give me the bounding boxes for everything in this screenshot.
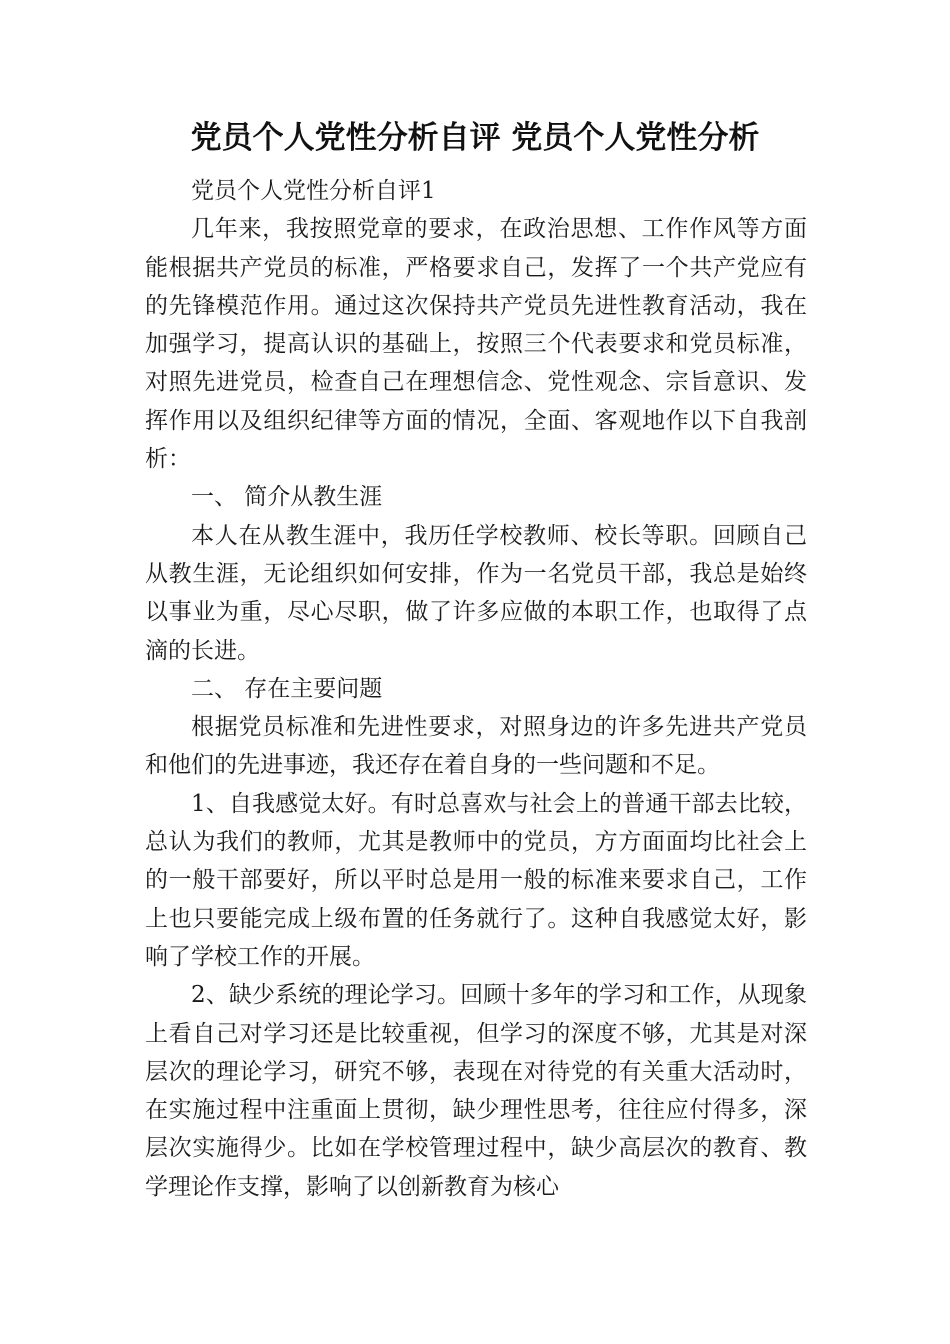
paragraph-problem-2: 2、缺少系统的理论学习。回顾十多年的学习和工作，从现象上看自己对学习还是比较重视，但学习的深度不够，尤其是对深层次的理论学习，研究不够，表现在对待党的有关重大活动时，在实施过程中注重面上贯彻，缺少理性思考，往往应付得多，深层次实施得少。比如在学校管理过程中，缺少高层次的教育、教学理论作支撑，影响了以创新教育为核心 (145, 982, 807, 1200)
paragraph-intro: 几年来，我按照党章的要求，在政治思想、工作作风等方面能根据共产党员的标准，严格要求自己，发挥了一个共产党应有的先锋模范作用。通过这次保持共产党员先进性教育活动，我在加强学习，提高认识的基础上，按照三个代表要求和党员标准，对照先进党员，检查自己在理想信念、党性观念、宗旨意识、发挥作用以及组织纪律等方面的情况，全面、客观地作以下自我剖析： (145, 216, 807, 473)
document-body (145, 172, 807, 1206)
paragraph-problems-intro: 根据党员标准和先进性要求，对照身边的许多先进共产党员和他们的先进事迹，我还存在着自身的一些问题和不足。 (145, 714, 807, 779)
section-heading-career: 一、 简介从教生涯 (191, 484, 383, 511)
document-title: 党员个人党性分析自评 党员个人党性分析 (190, 120, 760, 156)
paragraph-problem-1: 1、自我感觉太好。有时总喜欢与社会上的普通干部去比较，总认为我们的教师，尤其是教师中的党员，方方面面均比社会上的一般干部要好，所以平时总是用一般的标准来要求自己，工作上也只要能完成上级布置的任务就行了。这种自我感觉太好，影响了学校工作的开展。 (145, 790, 807, 970)
paragraph-career: 本人在从教生涯中，我历任学校教师、校长等职。回顾自己从教生涯，无论组织如何安排，作为一名党员干部，我总是始终以事业为重，尽心尽职，做了许多应做的本职工作，也取得了点滴的长进。 (145, 522, 807, 664)
section-heading-problems: 二、 存在主要问题 (191, 675, 383, 702)
document-subtitle: 党员个人党性分析自评1 (191, 178, 436, 204)
